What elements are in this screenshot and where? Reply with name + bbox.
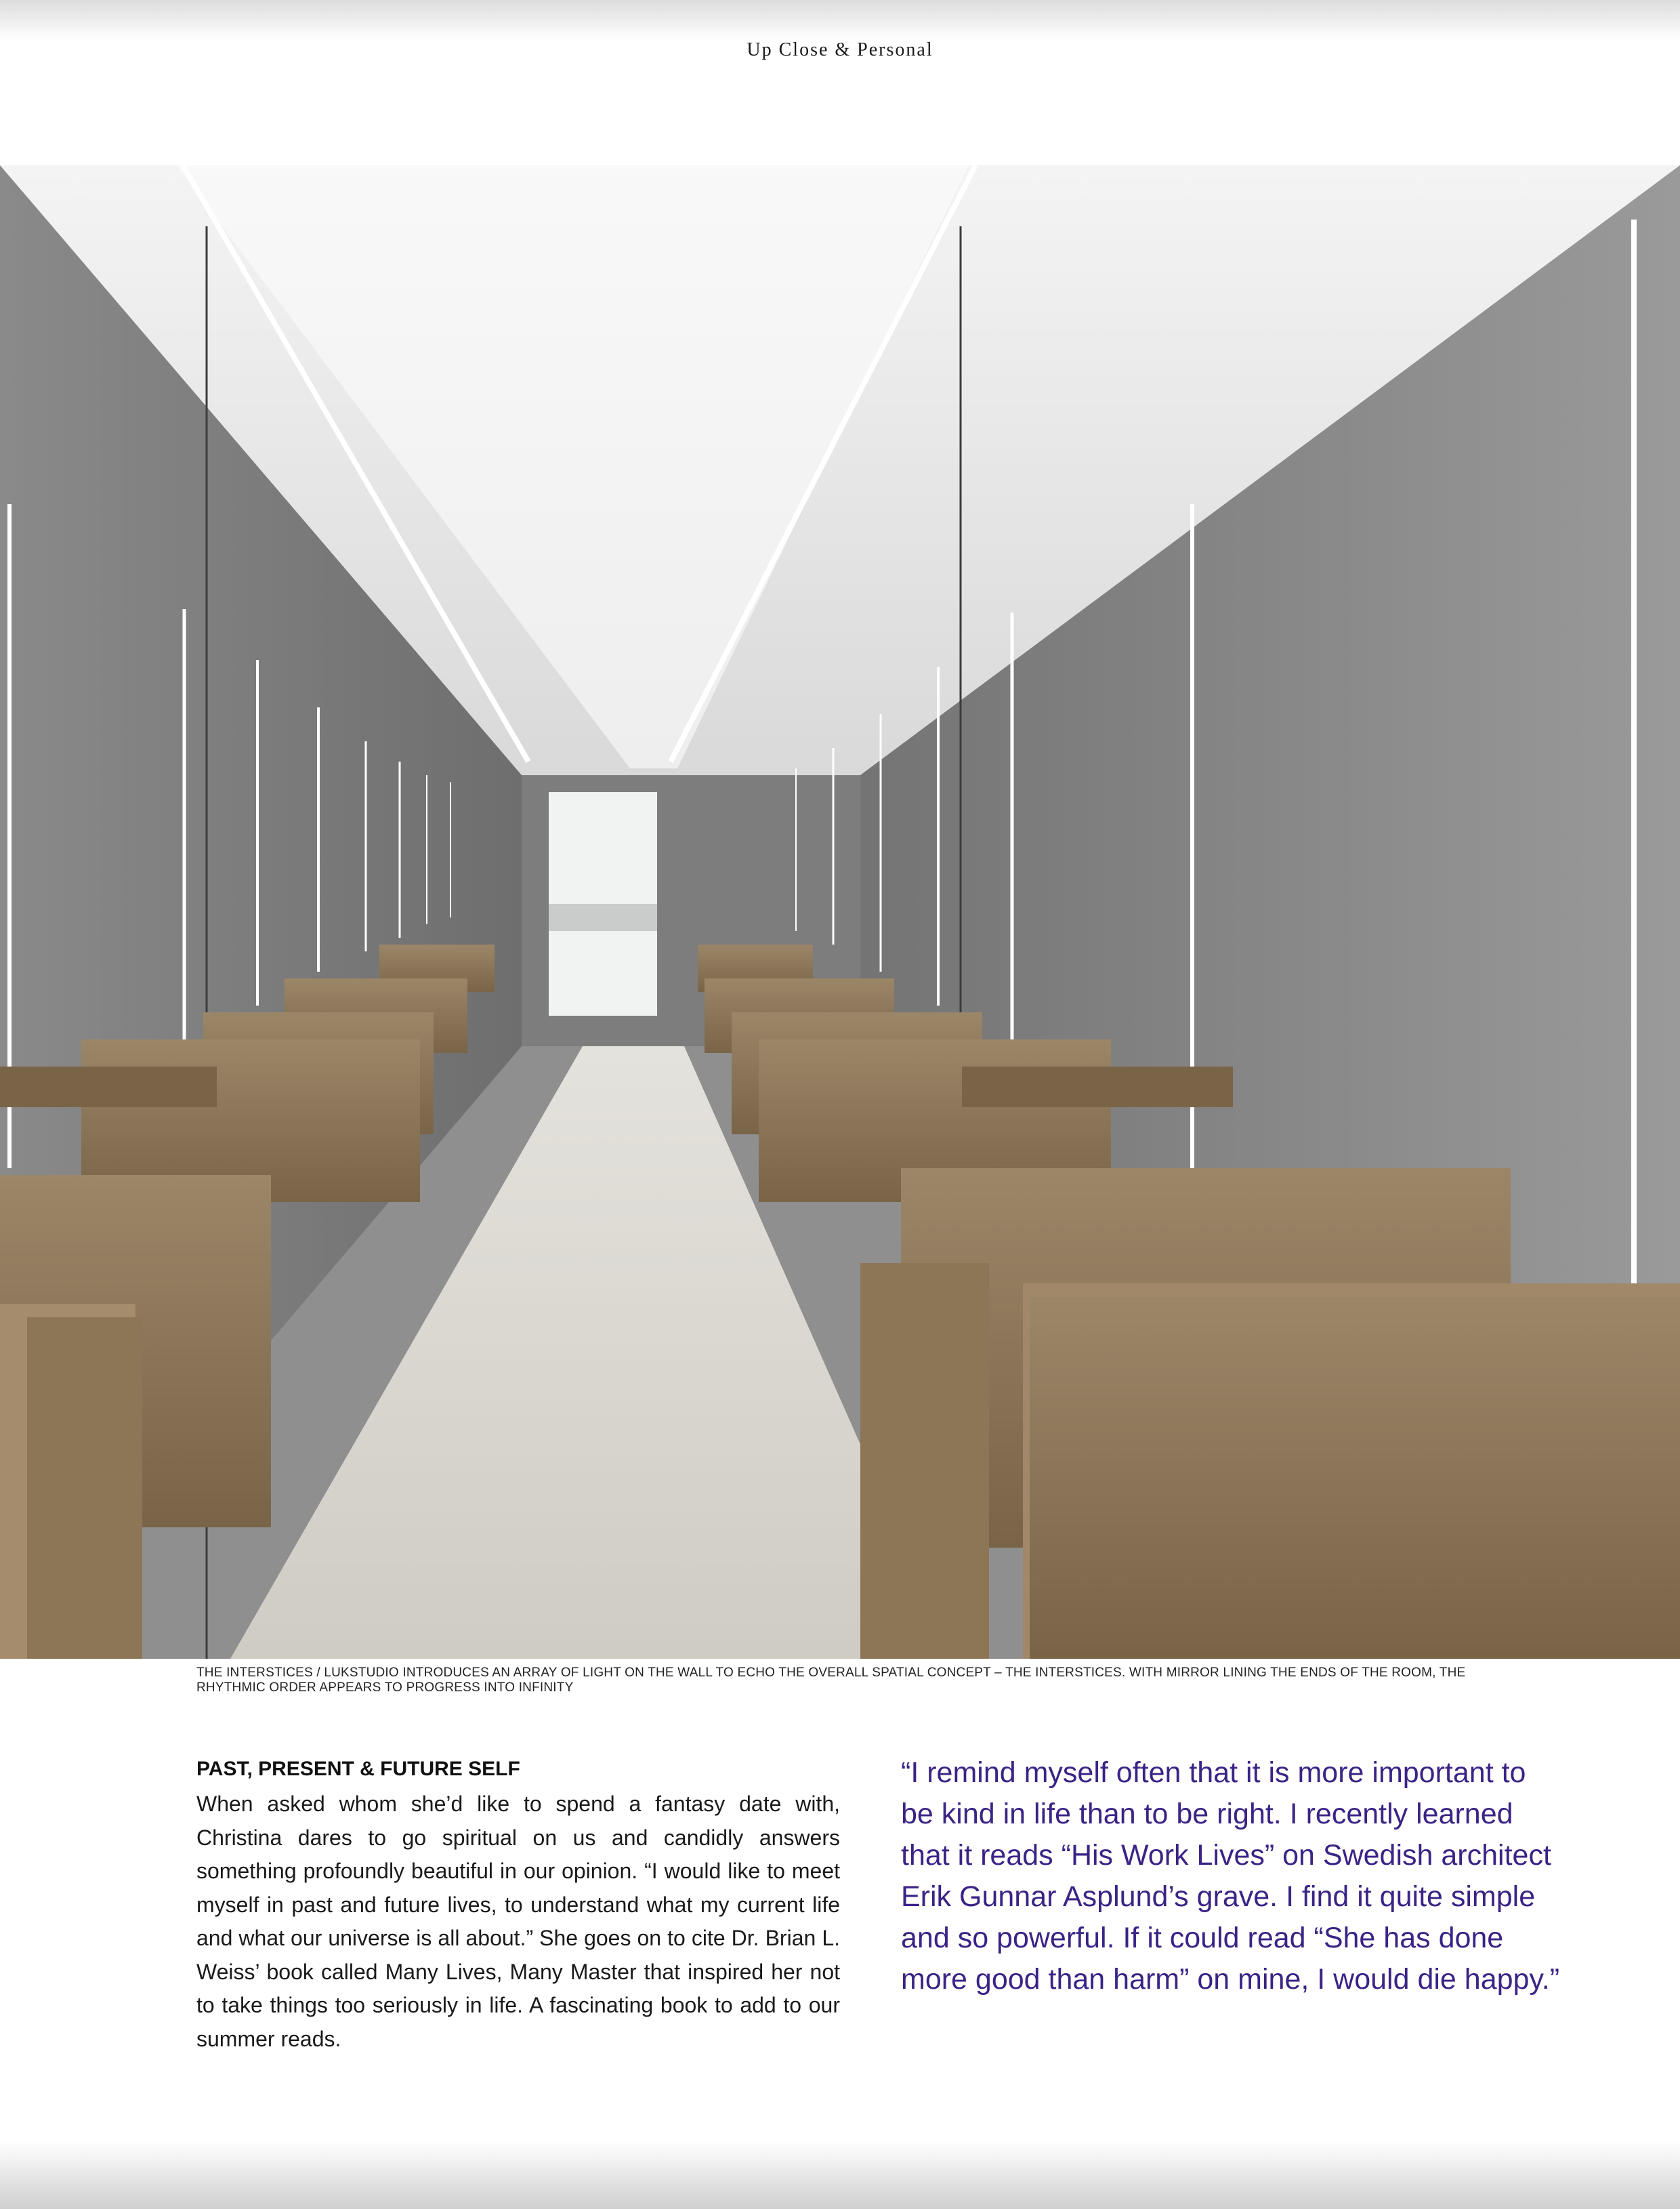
article-body: When asked whom she’d like to spend a fantasy date with, Christina dares to go spiritual on us and candidly answers something profoundly beautiful in our opinion. “I would like to meet myself in past and future lives, to understand what my current life and what our universe is all about.” She goes on to cite Dr. Brian L. Weiss’ book called Many Lives, Many Master that inspired her not to take things too seriously in life. A fascinating book to add to our summer reads. bbox=[196, 1792, 840, 2051]
running-title: Up Close & Personal bbox=[747, 39, 933, 60]
bottom-shade bbox=[0, 2141, 1680, 2209]
top-shade bbox=[0, 0, 1680, 41]
article-column bbox=[196, 1758, 840, 2056]
interior-photo bbox=[0, 165, 1680, 1659]
photo-caption: THE INTERSTICES / LUKSTUDIO INTRODUCES AN ARRAY OF LIGHT ON THE WALL TO ECHO THE OVERALL SPATIAL CONCEPT – THE INTERSTICES. WITH MIRROR LINING THE ENDS OF THE ROOM, THE RHYTHMIC ORDER APPEARS TO PROGRESS INTO INFINITY bbox=[196, 1666, 1466, 1695]
pull-quote: “I remind myself often that it is more important to be kind in life than to be right. I recently learned that it reads “His Work Lives” on Swedish architect Erik Gunnar Asplund’s grave. I find it quite simple and so powerful. If it could read “She has done more good than harm” on mine, I would die happy.” bbox=[901, 1756, 1560, 1996]
section-heading: PAST, PRESENT & FUTURE SELF bbox=[196, 1758, 520, 1780]
